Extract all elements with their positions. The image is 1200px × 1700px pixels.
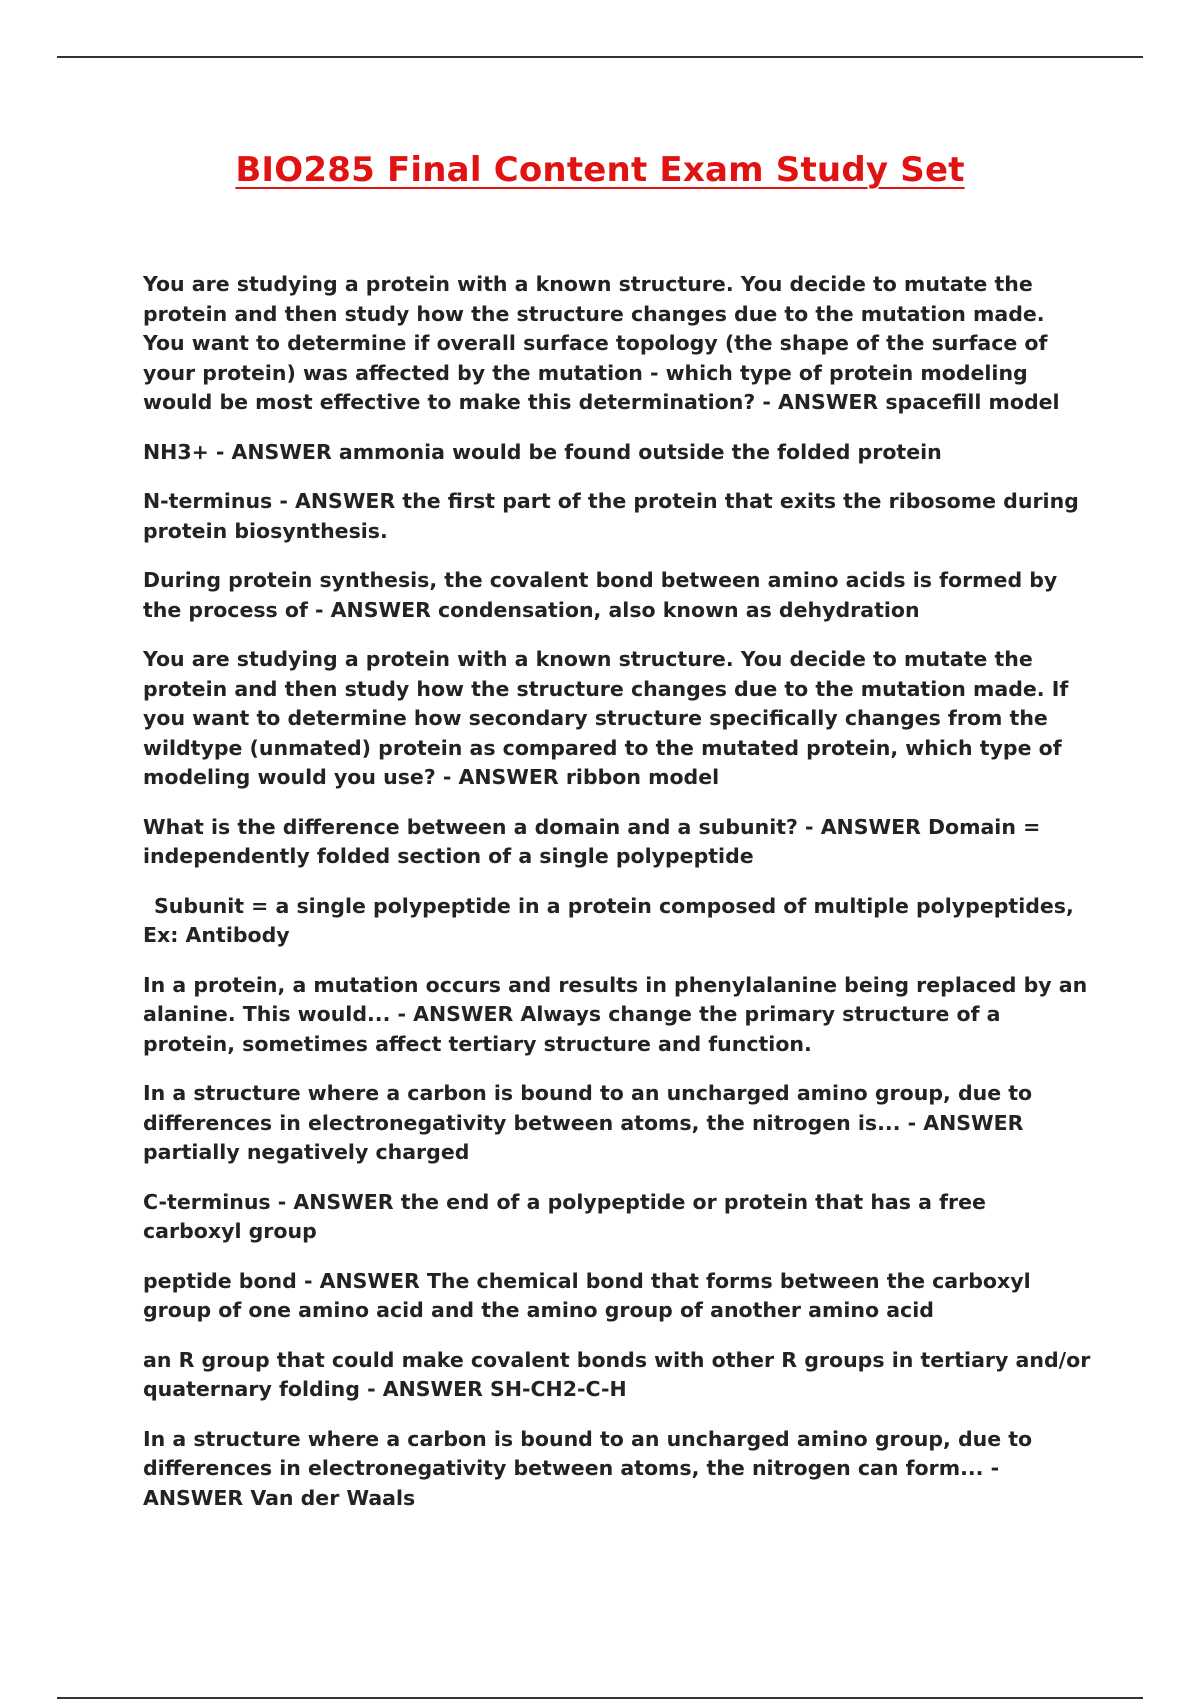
qa-entry-7: In a protein, a mutation occurs and results in phenylalanine being replaced by an alanine. This would... - ANSWER Always change the primary structure of a protein, sometimes affect tertiary structure and function. xyxy=(143,972,1088,1056)
qa-entry-6-continuation: Subunit = a single polypeptide in a protein composed of multiple polypeptides, Ex: Antibody xyxy=(143,893,1074,947)
page-title xyxy=(0,146,1200,194)
qa-entry-8: In a structure where a carbon is bound to an uncharged amino group, due to differences in electronegativity between atoms, the nitrogen is... - ANSWER partially negatively charged xyxy=(143,1081,1033,1164)
top-rule xyxy=(57,56,1143,58)
study-set-content xyxy=(143,270,1091,1533)
qa-entry-12: In a structure where a carbon is bound to an uncharged amino group, due to differences in electronegativity between atoms, the nitrogen can form... - ANSWER Van der Waals xyxy=(143,1426,1033,1510)
qa-entry-1: You are studying a protein with a known structure. You decide to mutate the protein and then study how the structure changes due to the mutation made. You want to determine if overall surface topology (the shape of the surface of your protein) was affected by the mutation - which type of protein modeling would be most effective to make this determination? - ANSWER spacefill model xyxy=(143,272,1060,414)
qa-entry-5: You are studying a protein with a known structure. You decide to mutate the protein and then study how the structure changes due to the mutation made. If you want to determine how secondary structure specifically changes from the wildtype (unmated) protein as compared to the mutated protein, which type of modeling would you use? - ANSWER ribbon model xyxy=(143,647,1069,789)
bottom-rule xyxy=(57,1697,1143,1699)
qa-entry-10: peptide bond - ANSWER The chemical bond that forms between the carboxyl group of one amino acid and the amino group of another amino acid xyxy=(143,1268,1031,1322)
qa-entry-9: C-terminus - ANSWER the end of a polypeptide or protein that has a free carboxyl group xyxy=(143,1189,986,1243)
qa-entry-11: an R group that could make covalent bonds with other R groups in tertiary and/or quaternary folding - ANSWER SH-CH2-C-H xyxy=(143,1347,1091,1401)
qa-entry-2: NH3+ - ANSWER ammonia would be found outside the folded protein xyxy=(143,439,942,464)
page-title-text: BIO285 Final Content Exam Study Set xyxy=(235,150,965,190)
qa-entry-6: What is the difference between a domain and a subunit? - ANSWER Domain = independently folded section of a single polypeptide xyxy=(143,814,1041,868)
qa-entry-4: During protein synthesis, the covalent bond between amino acids is formed by the process of - ANSWER condensation, also known as dehydration xyxy=(143,568,1058,622)
qa-entry-3: N-terminus - ANSWER the first part of the protein that exits the ribosome during protein biosynthesis. xyxy=(143,489,1079,543)
